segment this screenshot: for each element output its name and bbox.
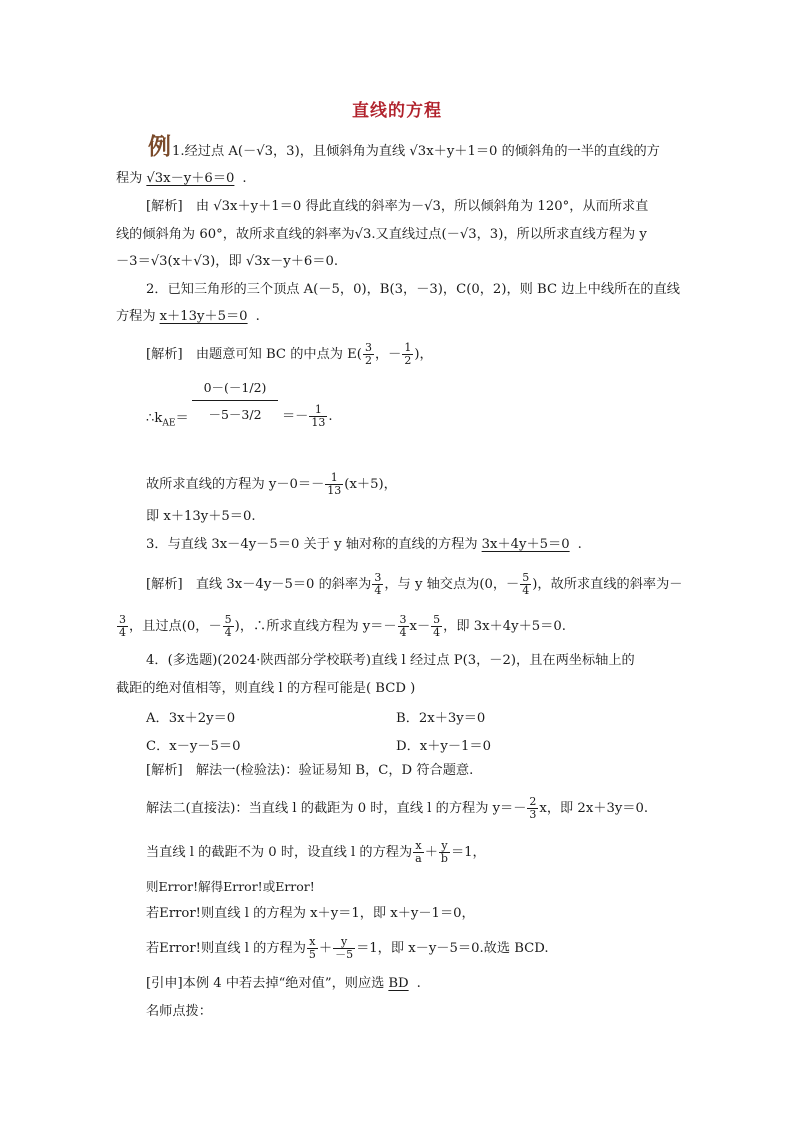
fraction: $\frac{5}{4}$: [522, 571, 530, 597]
fraction: $\frac{y}{-5}$: [335, 935, 354, 961]
s4-line-d: 则Error!解得Error!或Error!: [146, 879, 315, 894]
q4-line-b: 截距的绝对值相等，则直线 l 的方程可能是( BCD ): [116, 681, 416, 696]
extension-answer: BD: [388, 976, 409, 991]
fraction: $\frac{5}{4}$: [224, 613, 232, 639]
option-a: A．3x＋2y＝0: [146, 711, 236, 726]
fraction: $\frac{1}{2}$: [404, 341, 412, 367]
s2-line-c: 故所求直线的方程为 y－0＝－ $\frac{1}{13}$ (x＋5)，: [146, 471, 397, 497]
option-d: D．x＋y－1＝0: [396, 739, 491, 754]
option-c: C．x－y－5＝0: [146, 739, 241, 754]
s4-line-c: 当直线 l 的截距不为 0 时，设直线 l 的方程为 $\frac{x}{a}$ ＋ $\frac{y}{b}$ ＝1，: [146, 839, 486, 865]
s2-line-a: [解析] 由题意可知 BC 的中点为 E( $\frac{3}{2}$ ，－ $\frac{1}{2}$ )，: [146, 341, 433, 367]
fraction: $\frac{3}{2}$: [364, 341, 372, 367]
s4-line-b: 解法二(直接法)：当直线 l 的截距为 0 时，直线 l 的方程为 y＝－ $\frac{2}{3}$ x，即 2x＋3y＝0.: [146, 795, 649, 821]
option-b: B．2x＋3y＝0: [396, 711, 486, 726]
example-mark: 例: [148, 133, 171, 160]
page-title: 直线的方程: [352, 101, 442, 121]
fraction: $\frac{3}{4}$: [119, 613, 126, 639]
fraction: $\frac{1}{13}$: [327, 471, 342, 497]
fraction: $\frac{x}{5}$: [308, 935, 316, 961]
slope-result: ＝－ $\frac{1}{13}$ .: [282, 403, 333, 429]
q3-line: 3．与直线 3x－4y－5＝0 关于 y 轴对称的直线的方程为 3x＋4y＋5＝0 .: [146, 537, 582, 552]
q2-line-a: 2．已知三角形的三个顶点 A(－5，0)，B(3，－3)，C(0，2)，则 BC 边上中线所在的直线: [146, 282, 680, 297]
extension-line: [引申]本例 4 中若去掉“绝对值”，则应选 BD .: [146, 976, 421, 991]
fraction: $\frac{3}{4}$: [399, 613, 407, 639]
teacher-tips-label: 名师点拨：: [146, 1004, 212, 1019]
q1-line-a: 1.经过点 A(－√3，3)，且倾斜角为直线 √3x＋y＋1＝0 的倾斜角的一半的直线的方: [172, 144, 660, 159]
fraction: $\frac{x}{a}$: [415, 839, 422, 865]
fraction: $\frac{y}{b}$: [440, 839, 448, 865]
q2-answer: x＋13y＋5＝0: [159, 309, 248, 324]
q1-line-b: 程为 √3x－y＋6＝0 .: [116, 171, 247, 186]
fraction: $\frac{2}{3}$: [529, 795, 537, 821]
s4-line-f: 若Error!则直线 l 的方程为 $\frac{x}{5}$ ＋ $\frac{y}{-5}$ ＝1，即 x－y－5＝0.故选 BCD.: [146, 935, 549, 961]
fraction: $\frac{3}{4}$: [374, 571, 382, 597]
fraction: $\frac{5}{4}$: [433, 613, 441, 639]
s1-line-b: 线的倾斜角为 60°，故所求直线的斜率为√3.又直线过点(－√3，3)，所以所求直线方程为 y: [116, 227, 647, 242]
q3-answer: 3x＋4y＋5＝0: [481, 537, 570, 552]
slope-fraction: $\frac{0-(-1/2)}{-5-3/2}$: [192, 378, 278, 423]
s1-line-a: [解析] 由 √3x＋y＋1＝0 得此直线的斜率为－√3，所以倾斜角为 120°，从而所求直: [146, 199, 649, 214]
s1-line-c: －3＝√3(x＋√3)，即 √3x－y＋6＝0.: [116, 254, 339, 269]
s4-line-a: [解析] 解法一(检验法)：验证易知 B，C，D 符合题意.: [146, 763, 474, 778]
fraction: $\frac{1}{13}$: [311, 403, 326, 429]
q1-answer: √3x－y＋6＝0: [146, 171, 235, 186]
s2-line-d: 即 x＋13y＋5＝0.: [146, 509, 256, 524]
q2-line-b: 方程为 x＋13y＋5＝0 .: [116, 309, 260, 324]
slope-prefix: $\therefore k_{AE}=$: [146, 411, 189, 429]
q4-line-a: 4．(多选题)(2024·陕西部分学校联考)直线 l 经过点 P(3，－2)，且在两坐标轴上的: [146, 653, 635, 668]
s4-line-e: 若Error!则直线 l 的方程为 x＋y＝1，即 x＋y－1＝0，: [146, 906, 475, 921]
s3-line-a: [解析] 直线 3x－4y－5＝0 的斜率为 $\frac{3}{4}$ ，与 y 轴交点为(0，－ $\frac{5}{4}$ )，故所求直线的斜率为－: [146, 571, 683, 597]
s3-line-b: $\frac{3}{4}$ ，且过点(0，－ $\frac{5}{4}$ )，∴所求直线方程为 y＝－ $\frac{3}{4}$ x－ $\frac{5}{4}$ ，即 3x＋4y＋5＝0.: [119, 613, 566, 639]
